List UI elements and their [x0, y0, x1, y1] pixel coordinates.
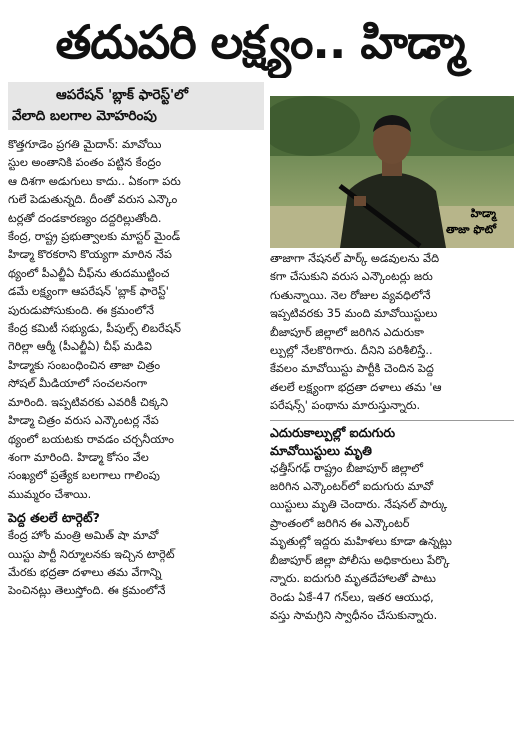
text-line: హిడ్మా చిత్రం వరుస ఎన్కౌంటర్ల నేప — [8, 414, 159, 428]
text-line: జరిగిన ఎన్కౌంటర్‌లో ఐదుగురు మావో — [270, 480, 434, 494]
text-line: కగా చేసుకుని వరుస ఎన్కౌంటర్లు జరు — [270, 270, 433, 284]
text-line: శంగా మారింది. హిడ్మా కోసం వేల — [8, 450, 149, 464]
text-line: రెండు ఏకే-47 గన్‌లు, ఇతర ఆయుధ, — [270, 590, 434, 604]
text-line: మృతుల్లో ఇద్దరు మహిళలు కూడా ఉన్నట్లు — [270, 535, 452, 549]
left-minihead: పెద్ద తలలే టార్గెట్? — [8, 510, 100, 526]
left-paragraph-2 — [8, 527, 264, 601]
text-line: ఛత్తీస్‌గఢ్ రాష్ట్రం బీజాపూర్ జిల్లాలో — [270, 461, 424, 475]
right-paragraph-2 — [270, 460, 514, 626]
text-line: కేంద్ర, రాష్ట్ర ప్రభుత్వాలకు మాస్టర్ మైండ్ — [8, 230, 181, 244]
text-line: తాజాగా నేషనల్ పార్క్ అడవులను వేది — [270, 252, 440, 265]
text-line: సోషల్ మీడియాలో సంచలనంగా — [8, 377, 148, 391]
text-line: ఇప్పటివరకు 35 మంది మావోయిస్టులు — [270, 307, 438, 321]
text-line: మారింది. ఇప్పటివరకు ఎవరికీ చిక్కని — [8, 395, 169, 409]
right-minihead-line-1: ఎదురుకాల్పుల్లో ఐదుగురు — [270, 424, 396, 440]
right-column — [270, 96, 514, 625]
text-line: గుతున్నాయి. నెల రోజుల వ్యవధిలోనే — [270, 288, 431, 302]
text-line: సంఖ్యలో ప్రత్యేక బలగాలు గాలింపు — [8, 469, 160, 483]
subheadline-line-2: వేలాది బలగాల మోహరింపు — [12, 108, 157, 124]
text-line: వస్తు సామగ్రిని స్వాధీనం చేసుకున్నారు. — [270, 608, 438, 622]
text-line: గులే పెడుతున్నది. దీంతో వరుస ఎన్కౌం — [8, 193, 178, 207]
right-minihead-line-2: మావోయిస్టులు మృతి — [270, 442, 372, 458]
section-divider — [270, 420, 514, 421]
text-line: డమే లక్ష్యంగా ఆపరేషన్ 'బ్లాక్ ఫారెస్ట్' — [8, 285, 169, 299]
photo-caption — [446, 206, 496, 238]
text-line: హిడ్మాకు సంబంధించిన తాజా చిత్రం — [8, 358, 161, 372]
text-line: ప్రాంతంలో జరిగిన ఈ ఎన్కౌంటర్ — [270, 516, 410, 530]
text-line: న్నారు. ఐదుగురి మృతదేహాలతో పాటు — [270, 572, 436, 586]
text-line: కొత్తగూడెం ప్రగతి మైదాన్: మావోయి — [8, 138, 162, 151]
subheadline-line-1: ఆపరేషన్ 'బ్లాక్ ఫారెస్ట్'లో — [56, 87, 189, 103]
text-line: ఆ దిశగా అడుగులు కాదు.. ఏకంగా పరు — [8, 174, 181, 188]
text-line: థ్యంలో బయటకు రావడం చర్చనీయాం — [8, 432, 174, 446]
subheadline — [8, 82, 264, 130]
text-line: ముమ్మరం చేశాయి. — [8, 487, 92, 501]
text-line: ల్పుల్లో నేలకొరిగారు. దీనిని పరిశీలిస్తే.. — [270, 344, 433, 358]
hidma-photo — [270, 96, 514, 248]
text-line: పరేషన్స్' పంథాను మారుస్తున్నారు. — [270, 399, 421, 413]
caption-line-2: తాజా ఫొటో — [446, 223, 496, 236]
text-line: బీజాపూర్ జిల్లా పోలీసు అధికారులు పేర్కొ — [270, 553, 450, 567]
text-line: హిడ్మా కొరకరాని కొయ్యగా మారిన నేప — [8, 248, 172, 262]
left-column — [8, 82, 264, 601]
text-line: పురుడుపోసుకుంది. ఈ క్రమంలోనే — [8, 303, 155, 317]
text-line: కేంద్ర హోం మంత్రి అమిత్ షా మావో — [8, 529, 159, 543]
text-line: యిస్టులు మృతి చెందారు. నేషనల్ పార్కు — [270, 498, 448, 512]
text-line: స్టుల అంతానికి పంతం పట్టిన కేంద్రం — [8, 156, 162, 170]
text-line: మేరకు భద్రతా దళాలు తమ వేగాన్ని — [8, 565, 162, 579]
text-line: థ్యంలో పీఎల్జీఏ చీఫ్‌ను తుదముట్టించ — [8, 266, 170, 280]
text-line: యిస్టు పార్టీ నిర్మూలనకు ఇచ్చిన టార్గెట్ — [8, 547, 175, 561]
left-paragraph-1 — [8, 136, 264, 504]
text-line: పెంచినట్లు తెలుస్తోంది. ఈ క్రమంలోనే — [8, 584, 166, 598]
text-line: తలలే లక్ష్యంగా భద్రతా దళాలు తమ 'ఆ — [270, 380, 442, 394]
text-line: టర్లతో దండకారణ్యం దద్దరిల్లుతోంది. — [8, 211, 162, 225]
right-paragraph-1 — [270, 250, 514, 416]
caption-line-1: హిడ్మా — [470, 207, 496, 220]
headline: తదుపరి లక్ష్యం.. హిడ్మా — [55, 15, 465, 69]
right-minihead — [270, 424, 514, 460]
text-line: గెరిల్లా ఆర్మీ (పీఎల్జీఏ) చీఫ్ మడివి — [8, 340, 152, 354]
text-line: కేంద్ర కమిటీ సభ్యుడు, పీపుల్స్ లిబరేషన్ — [8, 322, 181, 336]
text-line: బీజాపూర్ జిల్లాలో జరిగిన ఎదురుకా — [270, 325, 424, 339]
text-line: కేవలం మావోయిస్టు పార్టీకి చెందిన పెద్ద — [270, 362, 434, 376]
